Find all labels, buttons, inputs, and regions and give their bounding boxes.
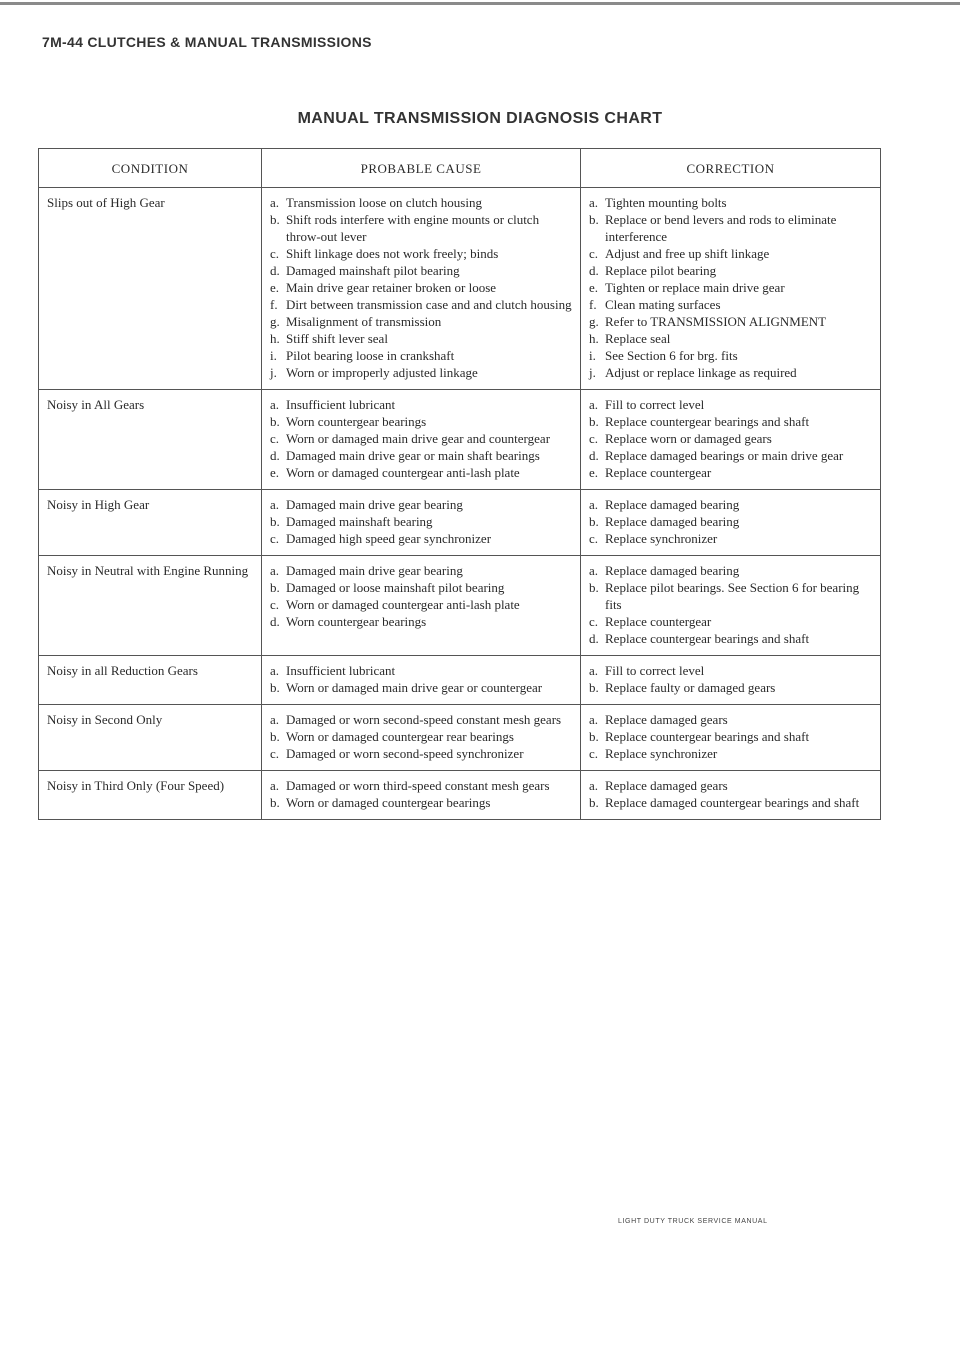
item-text: Replace worn or damaged gears [605,431,772,446]
condition-cell: Noisy in High Gear [39,490,262,556]
condition-cell: Noisy in Third Only (Four Speed) [39,771,262,820]
cause-item [270,330,574,347]
item-letter: a. [270,497,280,512]
item-letter: c. [270,531,280,546]
item-text: Damaged or worn second-speed synchronizer [286,746,524,761]
cause-item [270,513,574,530]
correction-item [589,245,874,262]
cause-item [270,296,574,313]
item-letter: a. [589,663,599,678]
item-text: Stiff shift lever seal [286,331,388,346]
condition-cell: Slips out of High Gear [39,188,262,390]
item-letter: c. [270,431,280,446]
item-text: Misalignment of transmission [286,314,442,329]
item-text: Replace damaged countergear bearings and shaft [605,795,860,810]
item-text: Insufficient lubricant [286,397,396,412]
item-text: Worn or damaged countergear bearings [286,795,491,810]
correction-item [589,413,874,430]
correction-item [589,530,874,547]
item-letter: j. [270,365,277,380]
condition-cell: Noisy in all Reduction Gears [39,656,262,705]
correction-item [589,347,874,364]
correction-item [589,630,874,647]
cause-item [270,279,574,296]
item-text: Damaged mainshaft pilot bearing [286,263,460,278]
table-row [39,490,881,556]
cause-item [270,364,574,381]
item-letter: a. [270,778,280,793]
correction-item [589,430,874,447]
item-letter: i. [270,348,277,363]
item-text: Replace countergear [605,614,712,629]
item-letter: f. [270,297,278,312]
item-letter: f. [589,297,597,312]
correction-item [589,613,874,630]
correction-cell [581,556,881,656]
cause-item [270,430,574,447]
condition-cell: Noisy in Neutral with Engine Running [39,556,262,656]
item-letter: d. [589,631,599,646]
item-text: Damaged high speed gear synchronizer [286,531,492,546]
cause-item [270,447,574,464]
item-letter: d. [589,263,599,278]
item-letter: b. [270,212,280,227]
cause-item [270,262,574,279]
item-text: Dirt between transmission case and and clutch housing [286,297,572,312]
item-letter: a. [270,195,280,210]
item-letter: a. [589,195,599,210]
item-text: Fill to correct level [605,397,705,412]
item-letter: b. [589,795,599,810]
item-letter: b. [589,514,599,529]
table-row [39,556,881,656]
column-header-condition: CONDITION [39,149,262,188]
item-text: Damaged or worn second-speed constant mesh gears [286,712,562,727]
chart-title: MANUAL TRANSMISSION DIAGNOSIS CHART [297,110,663,127]
item-letter: i. [589,348,596,363]
correction-item [589,464,874,481]
cause-item [270,596,574,613]
item-text: Clean mating surfaces [605,297,721,312]
correction-item [589,396,874,413]
table-row [39,390,881,490]
item-letter: h. [270,331,280,346]
item-text: Transmission loose on clutch housing [286,195,482,210]
correction-item [589,330,874,347]
cause-item [270,413,574,430]
correction-item [589,562,874,579]
cause-item [270,347,574,364]
item-letter: c. [589,531,599,546]
item-letter: e. [589,280,599,295]
probable-cause-cell [262,656,581,705]
item-letter: b. [589,212,599,227]
item-letter: a. [589,497,599,512]
item-text: Damaged or loose mainshaft pilot bearing [286,580,505,595]
page-header: 7M-44 CLUTCHES & MANUAL TRANSMISSIONS [42,34,372,50]
correction-item [589,711,874,728]
cause-item [270,662,574,679]
item-letter: a. [589,778,599,793]
item-letter: e. [270,280,280,295]
item-letter: g. [589,314,599,329]
item-letter: b. [589,729,599,744]
item-text: Replace countergear bearings and shaft [605,414,810,429]
item-text: Worn or damaged main drive gear or countergear [286,680,543,695]
item-text: Fill to correct level [605,663,705,678]
correction-cell [581,490,881,556]
item-letter: b. [589,580,599,595]
item-text: Worn or damaged main drive gear and countergear [286,431,551,446]
item-text: Adjust and free up shift linkage [605,246,770,261]
cause-item [270,211,574,245]
page-footer: LIGHT DUTY TRUCK SERVICE MANUAL [618,1218,768,1225]
correction-cell [581,656,881,705]
correction-item [589,296,874,313]
item-text: Worn countergear bearings [286,414,427,429]
item-letter: a. [589,563,599,578]
probable-cause-cell [262,490,581,556]
item-text: Shift rods interfere with engine mounts or clutch throw-out lever [286,212,540,244]
item-text: Adjust or replace linkage as required [605,365,797,380]
correction-item [589,447,874,464]
correction-item [589,777,874,794]
item-text: Worn or damaged countergear anti-lash plate [286,465,520,480]
cause-item [270,530,574,547]
item-letter: b. [270,414,280,429]
item-text: Worn or damaged countergear anti-lash plate [286,597,520,612]
item-text: Replace countergear bearings and shaft [605,631,810,646]
item-letter: c. [270,746,280,761]
item-text: Damaged mainshaft bearing [286,514,433,529]
cause-item [270,794,574,811]
condition-cell: Noisy in All Gears [39,390,262,490]
item-letter: a. [270,397,280,412]
item-letter: b. [270,795,280,810]
cause-item [270,777,574,794]
probable-cause-cell [262,390,581,490]
item-letter: a. [589,397,599,412]
probable-cause-cell [262,771,581,820]
item-text: Damaged or worn third-speed constant mesh gears [286,778,550,793]
correction-item [589,662,874,679]
item-text: Insufficient lubricant [286,663,396,678]
item-letter: b. [270,680,280,695]
item-text: Damaged main drive gear bearing [286,563,463,578]
cause-item [270,194,574,211]
cause-item [270,579,574,596]
cause-item [270,313,574,330]
item-text: Replace seal [605,331,671,346]
item-text: See Section 6 for brg. fits [605,348,738,363]
correction-cell [581,705,881,771]
correction-item [589,679,874,696]
item-text: Replace damaged bearing [605,497,740,512]
diagnosis-table [38,148,881,820]
item-letter: c. [589,746,599,761]
item-letter: a. [270,663,280,678]
item-text: Tighten or replace main drive gear [605,280,785,295]
item-letter: e. [589,465,599,480]
item-text: Damaged main drive gear or main shaft bearings [286,448,540,463]
cause-item [270,613,574,630]
cause-item [270,728,574,745]
cause-item [270,396,574,413]
item-text: Tighten mounting bolts [605,195,727,210]
column-header-probable-cause: PROBABLE CAUSE [262,149,581,188]
item-letter: b. [589,680,599,695]
correction-item [589,728,874,745]
cause-item [270,245,574,262]
item-text: Worn or damaged countergear rear bearings [286,729,514,744]
item-text: Replace synchronizer [605,531,718,546]
item-letter: c. [589,431,599,446]
table-row [39,771,881,820]
item-letter: b. [589,414,599,429]
item-letter: b. [270,514,280,529]
condition-cell: Noisy in Second Only [39,705,262,771]
correction-item [589,513,874,530]
correction-item [589,794,874,811]
item-letter: d. [270,448,280,463]
correction-cell [581,771,881,820]
column-header-correction: CORRECTION [581,149,881,188]
item-letter: d. [270,614,280,629]
item-text: Worn or improperly adjusted linkage [286,365,478,380]
correction-item [589,745,874,762]
item-text: Main drive gear retainer broken or loose [286,280,497,295]
item-letter: d. [270,263,280,278]
item-text: Replace or bend levers and rods to eliminate interference [605,212,837,244]
item-letter: a. [270,712,280,727]
item-text: Replace damaged bearings or main drive gear [605,448,844,463]
correction-item [589,279,874,296]
item-text: Replace countergear [605,465,712,480]
cause-item [270,464,574,481]
correction-item [589,364,874,381]
table-row [39,705,881,771]
probable-cause-cell [262,556,581,656]
cause-item [270,711,574,728]
item-text: Replace pilot bearing [605,263,717,278]
item-text: Replace damaged gears [605,778,728,793]
correction-cell [581,390,881,490]
item-letter: a. [589,712,599,727]
cause-item [270,745,574,762]
item-letter: c. [270,597,280,612]
correction-item [589,262,874,279]
item-text: Replace damaged gears [605,712,728,727]
item-text: Replace synchronizer [605,746,718,761]
item-letter: c. [589,614,599,629]
table-row [39,188,881,390]
item-letter: c. [589,246,599,261]
item-text: Refer to TRANSMISSION ALIGNMENT [605,314,827,329]
correction-item [589,579,874,613]
item-letter: b. [270,729,280,744]
probable-cause-cell [262,705,581,771]
correction-item [589,194,874,211]
item-letter: c. [270,246,280,261]
item-letter: a. [270,563,280,578]
item-text: Worn countergear bearings [286,614,427,629]
item-letter: g. [270,314,280,329]
item-letter: j. [589,365,596,380]
cause-item [270,679,574,696]
correction-item [589,211,874,245]
item-text: Replace pilot bearings. See Section 6 for bearing fits [605,580,860,612]
table-row [39,656,881,705]
item-letter: b. [270,580,280,595]
cause-item [270,562,574,579]
item-text: Replace damaged bearing [605,514,740,529]
probable-cause-cell [262,188,581,390]
correction-item [589,313,874,330]
correction-cell [581,188,881,390]
item-letter: e. [270,465,280,480]
item-text: Replace countergear bearings and shaft [605,729,810,744]
item-text: Replace faulty or damaged gears [605,680,776,695]
item-text: Pilot bearing loose in crankshaft [286,348,455,363]
item-text: Replace damaged bearing [605,563,740,578]
item-letter: h. [589,331,599,346]
table-header-row [39,149,881,188]
top-rule [0,2,960,5]
item-text: Shift linkage does not work freely; binds [286,246,499,261]
item-text: Damaged main drive gear bearing [286,497,463,512]
item-letter: d. [589,448,599,463]
cause-item [270,496,574,513]
correction-item [589,496,874,513]
